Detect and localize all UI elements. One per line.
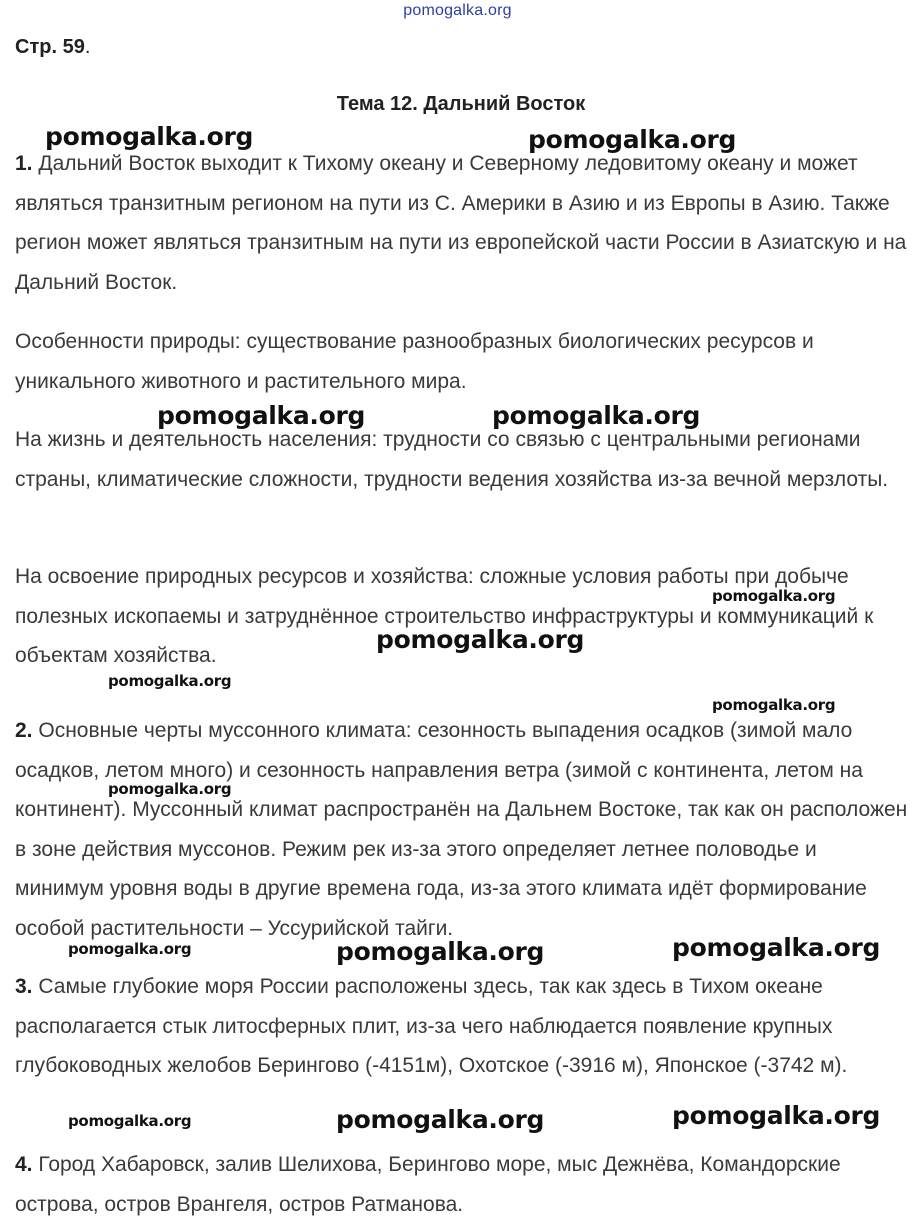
answer-3-number: 3. [15, 975, 33, 998]
watermark: pomogalka.org [376, 625, 585, 654]
watermark: pomogalka.org [108, 780, 232, 798]
watermark: pomogalka.org [68, 940, 192, 958]
watermark: pomogalka.org [672, 933, 881, 962]
answer-1-paragraph-4: На освоение природных ресурсов и хозяйства: сложные условия работы при добыче полезных ископаемы и затруднённое строительство инфраструктуры и коммуникаций к объектам хозяйства. [15, 565, 874, 667]
answer-1-paragraph-3: На жизнь и деятельность населения: трудности со связью с центральными регионами страны, климатические сложности, трудности ведения хозяйства из-за вечной мерзлоты. [15, 428, 889, 491]
watermark: pomogalka.org [712, 587, 836, 605]
watermark: pomogalka.org [68, 1112, 192, 1130]
watermark: pomogalka.org [45, 122, 254, 151]
answer-1-number: 1. [15, 152, 33, 175]
watermark: pomogalka.org [108, 672, 232, 690]
watermark: pomogalka.org [672, 1101, 881, 1130]
watermark: pomogalka.org [336, 937, 545, 966]
answer-2-number: 2. [15, 719, 33, 742]
watermark: pomogalka.org [492, 401, 701, 430]
answer-1-text: Дальний Восток выходит к Тихому океану и Северному ледовитому океану и может являться транзитным регионом на пути из С. Америки в Азию и из Европы в Азию. Также регион может являться транзитным на пути из европейской части России в Азиатскую и на Дальний Восток. [15, 152, 907, 294]
answer-4-number: 4. [15, 1153, 33, 1176]
answer-1-paragraph-1 [15, 144, 910, 302]
answer-3-text: Самые глубокие моря России расположены здесь, так как здесь в Тихом океане располагается стык литосферных плит, из-за чего наблюдается появление крупных глубоководных желобов Берингово (-4151м), Охотское (-3916 м), Японское (-3742 м). [15, 975, 848, 1077]
watermark: pomogalka.org [712, 696, 836, 714]
site-watermark-header[interactable]: pomogalka.org [403, 2, 512, 19]
answer-4-text: Город Хабаровск, залив Шелихова, Берингово море, мыс Дежнёва, Командорские острова, остров Врангеля, остров Ратманова. [15, 1153, 841, 1216]
answer-1-paragraph-2: Особенности природы: существование разнообразных биологических ресурсов и уникального животного и растительного мира. [15, 330, 814, 393]
answer-2-paragraph [15, 711, 910, 948]
page-title: Тема 12. Дальний Восток [336, 93, 586, 115]
answer-4-paragraph [15, 1145, 910, 1224]
watermark: pomogalka.org [528, 125, 737, 154]
answer-3-paragraph [15, 967, 910, 1086]
page-reference-text: Стр. 59 [15, 36, 85, 58]
watermark: pomogalka.org [336, 1105, 545, 1134]
answer-2-text: Основные черты муссонного климата: сезонность выпадения осадков (зимой мало осадков, летом много) и сезонность направления ветра (зимой с континента, летом на континент). Муссонный климат распространён на Дальнем Востоке, так как он расположен в зоне действия муссонов. Режим рек из-за этого определяет летнее половодье и минимум уровня воды в другие времена года, из-за этого климата идёт формирование особой растительности – Уссурийской тайги. [15, 719, 908, 940]
page-reference: Стр. 59. [15, 36, 91, 58]
watermark: pomogalka.org [157, 401, 366, 430]
